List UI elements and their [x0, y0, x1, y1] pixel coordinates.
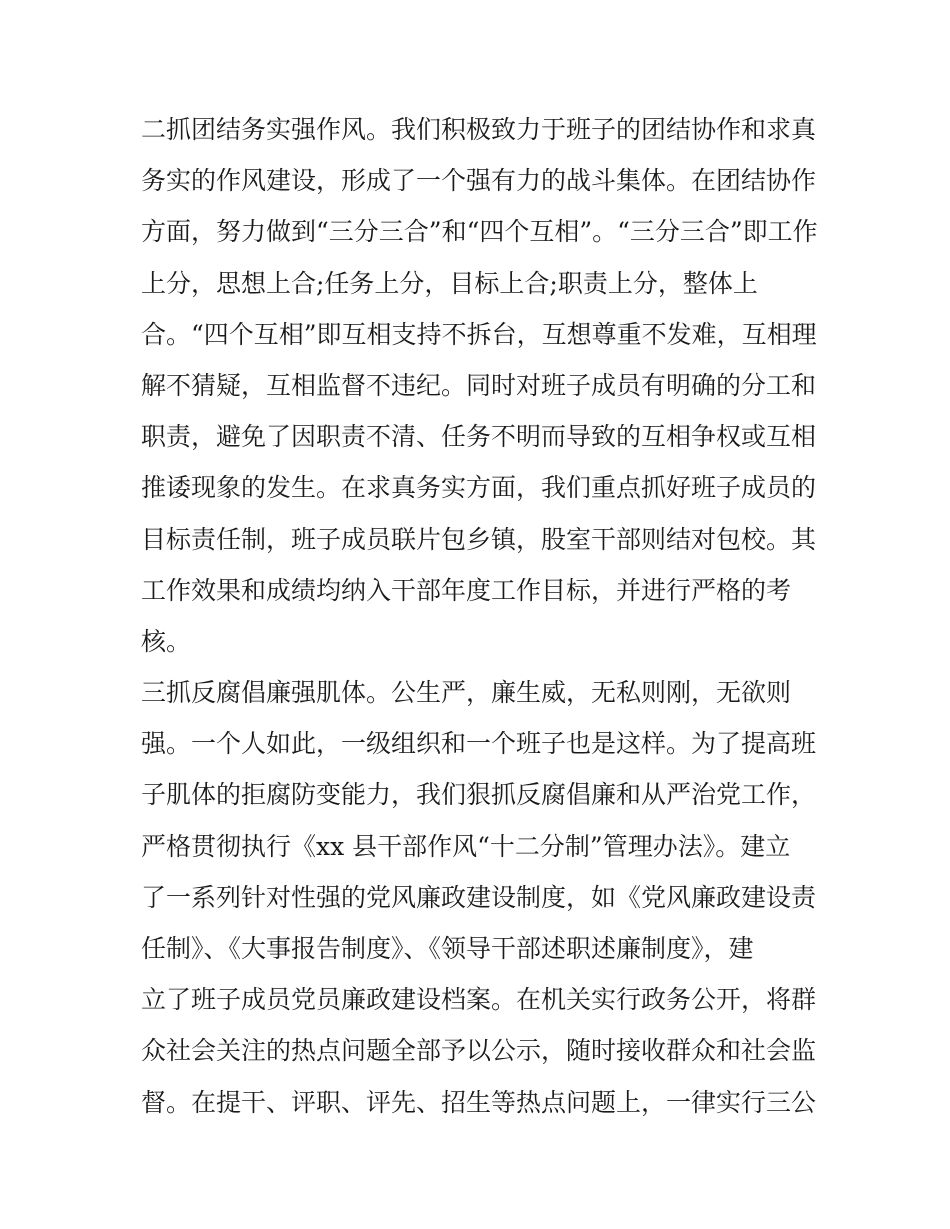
paragraph-unity: [141, 104, 821, 667]
text-line: 上分，思想上合;任务上分，目标上合;职责上分，整体上: [141, 268, 758, 298]
text-line: 二抓团结务实强作风。我们积极致力于班子的团结协作和求真: [141, 115, 817, 144]
text-line: 目标责任制，班子成员联片包乡镇，股室干部则结对包校。其: [141, 524, 817, 554]
text-line: 方面，努力做到“三分三合”和“四个互相”。“三分三合”即工作: [141, 217, 818, 247]
text-line: 核。: [141, 626, 192, 656]
text-line: 工作效果和成绩均纳入干部年度工作目标，并进行严格的考: [141, 575, 792, 605]
text-line: 解不猜疑，互相监督不违纪。同时对班子成员有明确的分工和: [141, 370, 817, 400]
text-line: 任制》、《大事报告制度》、《领导干部述职述廉制度》，建: [141, 934, 754, 963]
text-line: 立了班子成员党员廉政建设档案。在机关实行政务公开，将群: [141, 985, 817, 1015]
text-line: 督。在提干、评职、评先、招生等热点问题上，一律实行三公: [141, 1087, 817, 1117]
text-line: 众社会关注的热点问题全部予以公示，随时接收群众和社会监: [141, 1036, 817, 1066]
text-line: 合。“四个互相”即互相支持不拆台，互想尊重不发难，互相理: [141, 319, 817, 349]
document-body: [141, 104, 821, 1128]
text-line: 务实的作风建设，形成了一个强有力的战斗集体。在团结协作: [141, 166, 817, 196]
text-line: 严格贯彻执行《xx 县干部作风“十二分制”管理办法》。建立: [141, 831, 791, 861]
text-line: 三抓反腐倡廉强肌体。公生严，廉生威，无私则刚，无欲则: [141, 678, 792, 708]
text-line: 了一系列针对性强的党风廉政建设制度，如《党风廉政建设责: [141, 882, 817, 912]
text-line: 子肌体的拒腐防变能力，我们狠抓反腐倡廉和从严治党工作，: [141, 780, 817, 810]
text-line: 职责，避免了因职责不清、任务不明而导致的互相争权或互相: [141, 422, 817, 452]
paragraph-anticorruption: [141, 667, 821, 1128]
text-line: 推诿现象的发生。在求真务实方面，我们重点抓好班子成员的: [141, 473, 817, 503]
text-line: 强。一个人如此，一级组织和一个班子也是这样。为了提高班: [141, 729, 817, 759]
